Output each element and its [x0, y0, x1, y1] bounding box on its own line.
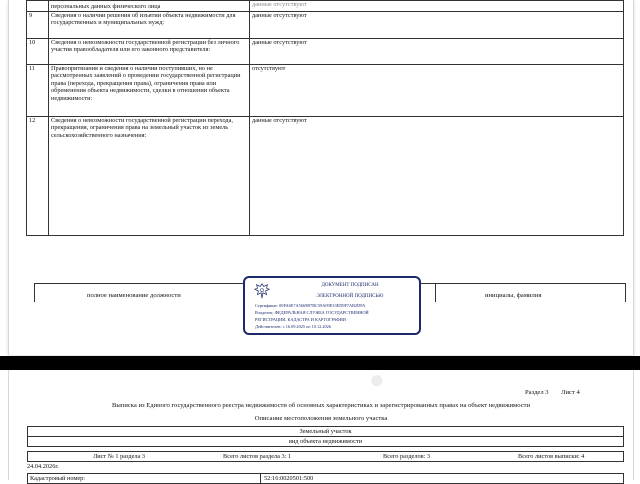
table-row — [27, 65, 624, 117]
total-sheets-section: Всего листов раздела 3: 1 — [223, 453, 292, 460]
date-row — [27, 462, 622, 471]
table-row — [27, 1, 624, 12]
electronic-signature-stamp — [243, 276, 421, 335]
row-description: Сведения о наличии решения об изъятии объекта недвижимости для государственных и муниципальных нужд: — [49, 12, 250, 39]
row-value: данные отсутствуют — [250, 12, 624, 39]
total-sheets: Всего листов выписки: 4 — [518, 453, 585, 460]
row-number — [27, 1, 49, 12]
document-page-2 — [8, 364, 634, 482]
object-type: Земельный участок — [28, 427, 623, 437]
page-separator — [0, 356, 640, 370]
sheet-number: Лист № 1 раздела 3 — [93, 453, 146, 460]
row-number: 11 — [27, 65, 49, 117]
row-description: Сведения о невозможности государственной регистрации перехода, прекращения, ограничения права на земельный участок из земель сельскохозяйственного назначения: — [49, 117, 250, 236]
name-label: инициалы, фамилия — [485, 292, 542, 299]
eagle-emblem-icon — [253, 282, 271, 300]
object-type-caption: вид объекта недвижимости — [288, 438, 363, 445]
row-value: отсутствуют — [250, 65, 624, 117]
section-label: Раздел 3 — [525, 389, 549, 396]
position-label: полное наименование должности — [87, 292, 181, 299]
row-number: 9 — [27, 12, 49, 39]
cadastral-box — [27, 473, 624, 484]
stamp-subtitle: ЭЛЕКТРОННОЙ ПОДПИСЬЮ — [316, 294, 384, 299]
row-number: 10 — [27, 39, 49, 65]
table-row — [27, 12, 624, 39]
stamp-owner: Владелец: ФЕДЕРАЛЬНАЯ СЛУЖБА ГОСУДАРСТВЕННОЙ — [255, 310, 369, 315]
row-description: Сведения о невозможности государственной регистрации без личного участия правообладателя или его законного представителя: — [49, 39, 250, 65]
row-value: данные отсутствуют — [250, 39, 624, 65]
stamp-title: ДОКУМЕНТ ПОДПИСАН — [321, 283, 379, 288]
page-subtitle: Описание местоположения земельного участка — [254, 415, 388, 422]
page-title: Выписка из Единого государственного реестра недвижимости об основных характеристиках и зарегистрированных правах на объект недвижимости — [111, 402, 531, 409]
table-row — [27, 39, 624, 65]
stamp-certificate: Сертификат: 00FA6E7A5669B7BC59A09E33ED9F7AB2DFA — [255, 303, 366, 308]
total-sections: Всего разделов: 3 — [383, 453, 431, 460]
cadastral-value: 52:16:0020501:500 — [260, 474, 313, 483]
sheet-info-row — [28, 452, 623, 461]
row-number: 12 — [27, 117, 49, 236]
stamp-validity: Действителен: с 16.09.2025 по 10.12.2026 — [255, 324, 331, 329]
table-row — [27, 117, 624, 236]
stamp-owner-2: РЕГИСТРАЦИИ, КАДАСТРА И КАРТОГРАФИИ — [255, 317, 346, 322]
date-area — [27, 462, 622, 471]
sheet-label: Лист 4 — [561, 389, 580, 396]
register-table — [26, 0, 624, 236]
watermark-mark: ● — [369, 364, 385, 394]
object-type-box — [27, 426, 624, 447]
extract-date: 24.04.2026г. — [27, 463, 59, 470]
cadastral-row — [28, 474, 623, 483]
document-page-1 — [8, 0, 634, 355]
row-value: данные отсутствуют — [250, 1, 624, 12]
row-description: персональных данных физического лица — [49, 1, 250, 12]
cadastral-label: Кадастровый номер: — [30, 475, 86, 482]
row-value: данные отсутствуют — [250, 117, 624, 236]
row-description: Правопритязания и сведения о наличии поступивших, но не рассмотренных заявлений о проведении государственной регистрации права (перехода, прекращения права), ограничения права или обременения объекта недвижимости, сделки в отношении объекта недвижимости: — [49, 65, 250, 117]
sheet-info-box — [27, 451, 624, 462]
